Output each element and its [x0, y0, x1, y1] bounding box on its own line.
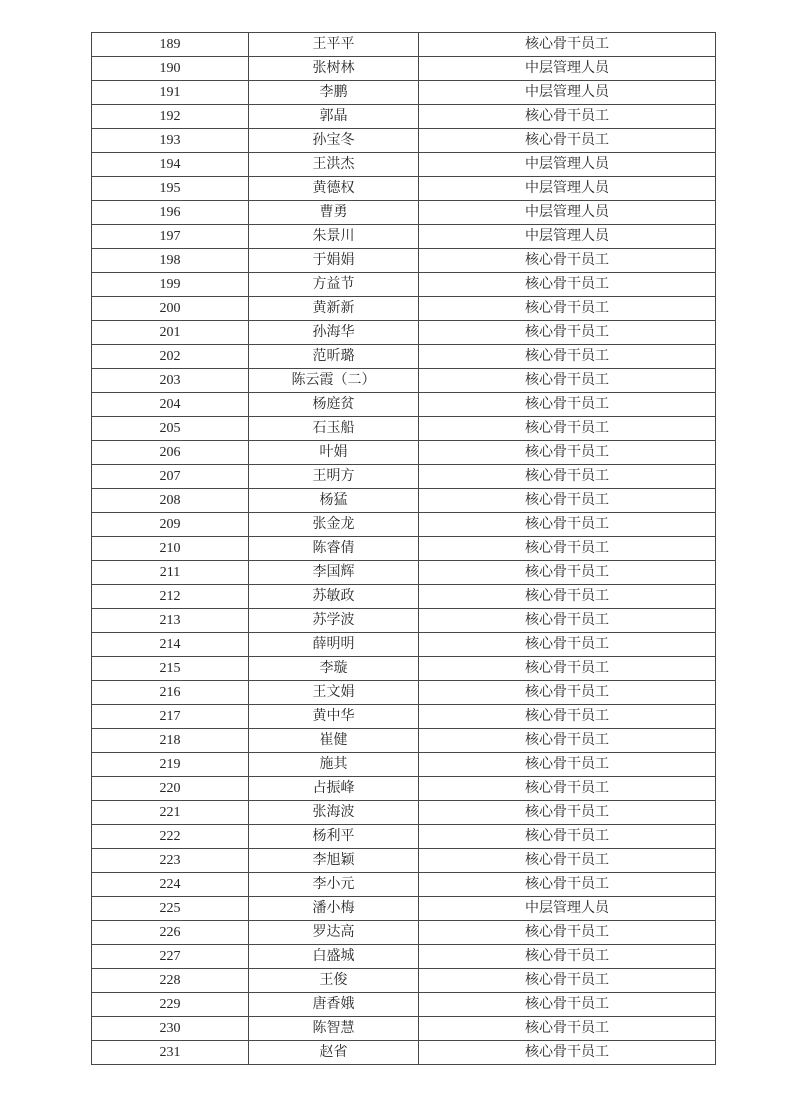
name-cell: 王俊 — [249, 969, 419, 993]
table-row — [92, 393, 716, 417]
name-cell: 陈智慧 — [249, 1017, 419, 1041]
category-cell: 中层管理人员 — [419, 201, 716, 225]
name-cell: 郭晶 — [249, 105, 419, 129]
table-row — [92, 537, 716, 561]
table-row — [92, 441, 716, 465]
name-cell: 李璇 — [249, 657, 419, 681]
category-cell: 中层管理人员 — [419, 177, 716, 201]
category-cell: 核心骨干员工 — [419, 657, 716, 681]
table-row — [92, 57, 716, 81]
category-cell: 核心骨干员工 — [419, 777, 716, 801]
table-row — [92, 873, 716, 897]
name-cell: 白盛城 — [249, 945, 419, 969]
category-cell: 核心骨干员工 — [419, 993, 716, 1017]
index-cell: 220 — [92, 777, 249, 801]
table-row — [92, 777, 716, 801]
category-cell: 核心骨干员工 — [419, 849, 716, 873]
category-cell: 核心骨干员工 — [419, 393, 716, 417]
name-cell: 李旭颖 — [249, 849, 419, 873]
category-cell: 核心骨干员工 — [419, 825, 716, 849]
category-cell: 中层管理人员 — [419, 225, 716, 249]
index-cell: 221 — [92, 801, 249, 825]
table-row — [92, 489, 716, 513]
name-cell: 薛明明 — [249, 633, 419, 657]
category-cell: 核心骨干员工 — [419, 969, 716, 993]
index-cell: 211 — [92, 561, 249, 585]
category-cell: 核心骨干员工 — [419, 321, 716, 345]
name-cell: 苏敏政 — [249, 585, 419, 609]
category-cell: 核心骨干员工 — [419, 633, 716, 657]
name-cell: 罗达高 — [249, 921, 419, 945]
category-cell: 核心骨干员工 — [419, 561, 716, 585]
category-cell: 核心骨干员工 — [419, 369, 716, 393]
table-row — [92, 705, 716, 729]
table-row — [92, 969, 716, 993]
table-row — [92, 609, 716, 633]
index-cell: 222 — [92, 825, 249, 849]
name-cell: 潘小梅 — [249, 897, 419, 921]
index-cell: 198 — [92, 249, 249, 273]
index-cell: 193 — [92, 129, 249, 153]
table-row — [92, 225, 716, 249]
category-cell: 核心骨干员工 — [419, 729, 716, 753]
name-cell: 李鹏 — [249, 81, 419, 105]
category-cell: 核心骨干员工 — [419, 489, 716, 513]
table-row — [92, 177, 716, 201]
table-row — [92, 729, 716, 753]
category-cell: 核心骨干员工 — [419, 921, 716, 945]
category-cell: 核心骨干员工 — [419, 297, 716, 321]
table-row — [92, 345, 716, 369]
index-cell: 212 — [92, 585, 249, 609]
table-row — [92, 561, 716, 585]
name-cell: 占振峰 — [249, 777, 419, 801]
table-row — [92, 657, 716, 681]
category-cell: 中层管理人员 — [419, 81, 716, 105]
table-row — [92, 1017, 716, 1041]
name-cell: 苏学波 — [249, 609, 419, 633]
name-cell: 杨猛 — [249, 489, 419, 513]
name-cell: 李国辉 — [249, 561, 419, 585]
table-row — [92, 321, 716, 345]
category-cell: 核心骨干员工 — [419, 681, 716, 705]
employee-roster-table — [91, 32, 716, 1065]
index-cell: 215 — [92, 657, 249, 681]
name-cell: 赵省 — [249, 1041, 419, 1065]
index-cell: 227 — [92, 945, 249, 969]
name-cell: 曹勇 — [249, 201, 419, 225]
category-cell: 核心骨干员工 — [419, 1041, 716, 1065]
name-cell: 范昕璐 — [249, 345, 419, 369]
name-cell: 黄中华 — [249, 705, 419, 729]
category-cell: 核心骨干员工 — [419, 249, 716, 273]
category-cell: 核心骨干员工 — [419, 105, 716, 129]
name-cell: 杨庭贫 — [249, 393, 419, 417]
index-cell: 231 — [92, 1041, 249, 1065]
index-cell: 218 — [92, 729, 249, 753]
category-cell: 核心骨干员工 — [419, 609, 716, 633]
name-cell: 张金龙 — [249, 513, 419, 537]
index-cell: 216 — [92, 681, 249, 705]
category-cell: 核心骨干员工 — [419, 345, 716, 369]
name-cell: 王明方 — [249, 465, 419, 489]
index-cell: 210 — [92, 537, 249, 561]
table-row — [92, 369, 716, 393]
category-cell: 核心骨干员工 — [419, 945, 716, 969]
name-cell: 方益节 — [249, 273, 419, 297]
index-cell: 214 — [92, 633, 249, 657]
name-cell: 张海波 — [249, 801, 419, 825]
category-cell: 核心骨干员工 — [419, 441, 716, 465]
table-row — [92, 945, 716, 969]
table-row — [92, 249, 716, 273]
category-cell: 中层管理人员 — [419, 897, 716, 921]
name-cell: 陈云霞（二） — [249, 369, 419, 393]
category-cell: 核心骨干员工 — [419, 417, 716, 441]
index-cell: 219 — [92, 753, 249, 777]
index-cell: 191 — [92, 81, 249, 105]
index-cell: 229 — [92, 993, 249, 1017]
table-row — [92, 297, 716, 321]
index-cell: 192 — [92, 105, 249, 129]
category-cell: 核心骨干员工 — [419, 753, 716, 777]
name-cell: 于娟娟 — [249, 249, 419, 273]
index-cell: 225 — [92, 897, 249, 921]
name-cell: 王平平 — [249, 33, 419, 57]
index-cell: 224 — [92, 873, 249, 897]
table-row — [92, 585, 716, 609]
index-cell: 203 — [92, 369, 249, 393]
name-cell: 石玉船 — [249, 417, 419, 441]
table-row — [92, 201, 716, 225]
category-cell: 中层管理人员 — [419, 57, 716, 81]
index-cell: 208 — [92, 489, 249, 513]
table-row — [92, 153, 716, 177]
table-row — [92, 849, 716, 873]
index-cell: 217 — [92, 705, 249, 729]
category-cell: 核心骨干员工 — [419, 801, 716, 825]
name-cell: 黄德权 — [249, 177, 419, 201]
index-cell: 190 — [92, 57, 249, 81]
name-cell: 杨利平 — [249, 825, 419, 849]
name-cell: 朱景川 — [249, 225, 419, 249]
category-cell: 核心骨干员工 — [419, 273, 716, 297]
category-cell: 核心骨干员工 — [419, 465, 716, 489]
name-cell: 孙海华 — [249, 321, 419, 345]
table-row — [92, 633, 716, 657]
table-row — [92, 1041, 716, 1065]
index-cell: 195 — [92, 177, 249, 201]
name-cell: 王洪杰 — [249, 153, 419, 177]
category-cell: 核心骨干员工 — [419, 129, 716, 153]
name-cell: 王文娟 — [249, 681, 419, 705]
category-cell: 核心骨干员工 — [419, 705, 716, 729]
employee-table-body — [92, 33, 716, 1065]
index-cell: 213 — [92, 609, 249, 633]
index-cell: 228 — [92, 969, 249, 993]
name-cell: 孙宝冬 — [249, 129, 419, 153]
index-cell: 223 — [92, 849, 249, 873]
table-row — [92, 897, 716, 921]
name-cell: 叶娟 — [249, 441, 419, 465]
name-cell: 唐香娥 — [249, 993, 419, 1017]
table-row — [92, 417, 716, 441]
name-cell: 黄新新 — [249, 297, 419, 321]
table-row — [92, 921, 716, 945]
table-row — [92, 993, 716, 1017]
index-cell: 199 — [92, 273, 249, 297]
name-cell: 施其 — [249, 753, 419, 777]
table-row — [92, 129, 716, 153]
table-row — [92, 105, 716, 129]
index-cell: 202 — [92, 345, 249, 369]
table-row — [92, 825, 716, 849]
category-cell: 核心骨干员工 — [419, 1017, 716, 1041]
category-cell: 核心骨干员工 — [419, 33, 716, 57]
category-cell: 核心骨干员工 — [419, 585, 716, 609]
category-cell: 核心骨干员工 — [419, 513, 716, 537]
name-cell: 张树林 — [249, 57, 419, 81]
category-cell: 中层管理人员 — [419, 153, 716, 177]
name-cell: 陈睿倩 — [249, 537, 419, 561]
table-row — [92, 801, 716, 825]
table-row — [92, 753, 716, 777]
name-cell: 李小元 — [249, 873, 419, 897]
category-cell: 核心骨干员工 — [419, 537, 716, 561]
index-cell: 200 — [92, 297, 249, 321]
index-cell: 189 — [92, 33, 249, 57]
index-cell: 209 — [92, 513, 249, 537]
index-cell: 197 — [92, 225, 249, 249]
table-row — [92, 273, 716, 297]
index-cell: 207 — [92, 465, 249, 489]
index-cell: 206 — [92, 441, 249, 465]
index-cell: 204 — [92, 393, 249, 417]
table-row — [92, 81, 716, 105]
index-cell: 194 — [92, 153, 249, 177]
table-row — [92, 33, 716, 57]
index-cell: 226 — [92, 921, 249, 945]
table-row — [92, 513, 716, 537]
table-row — [92, 681, 716, 705]
table-row — [92, 465, 716, 489]
index-cell: 201 — [92, 321, 249, 345]
index-cell: 205 — [92, 417, 249, 441]
index-cell: 230 — [92, 1017, 249, 1041]
name-cell: 崔健 — [249, 729, 419, 753]
index-cell: 196 — [92, 201, 249, 225]
category-cell: 核心骨干员工 — [419, 873, 716, 897]
